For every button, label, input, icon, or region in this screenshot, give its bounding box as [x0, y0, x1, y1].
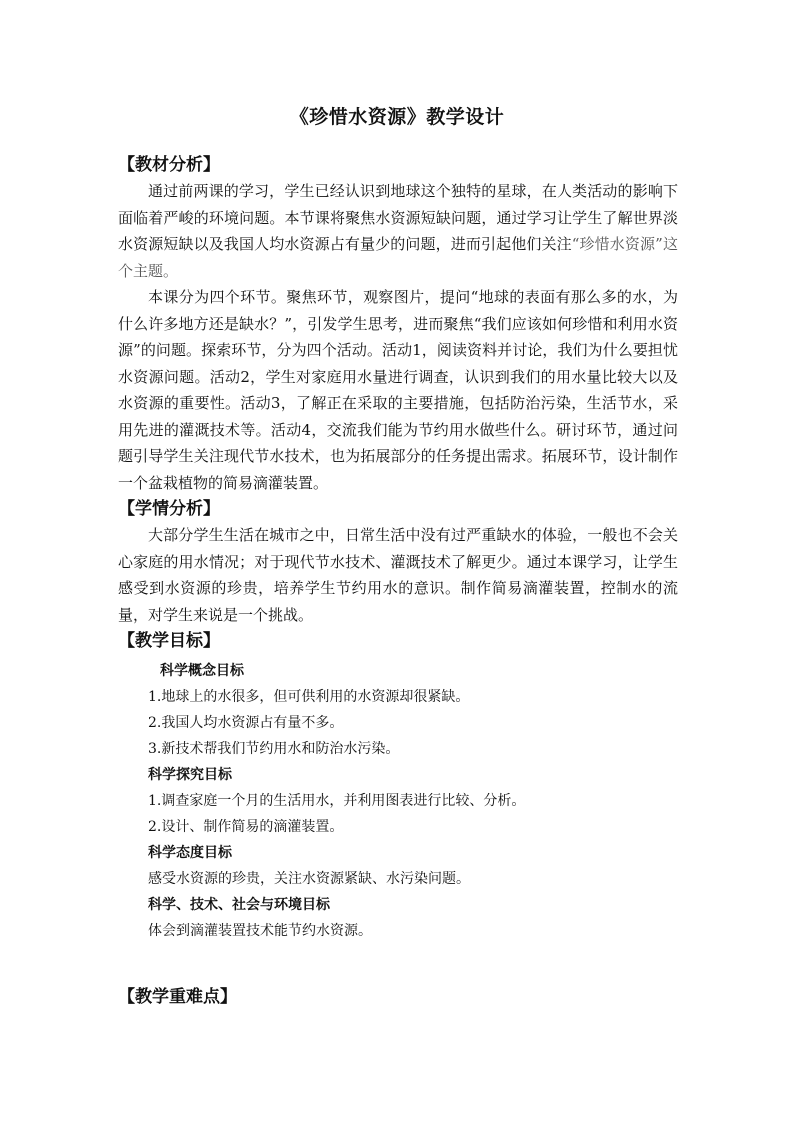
list-item: 1.调查家庭一个月的生活用水，并利用图表进行比较、分析。	[148, 793, 526, 809]
section-student-analysis	[118, 496, 678, 628]
goal-subheading-society: 科学、技术、社会与环境目标	[148, 897, 330, 913]
section-spacer	[118, 944, 678, 984]
list-item: 体会到滴灌装置技术能节约水资源。	[148, 923, 372, 939]
textbook-paragraph-2: 本课分为四个环节。聚焦环节，观察图片，提问“地球的表面有那么多的水，为什么许多地方还是缺水？”，引发学生思考，进而聚焦“我们应该如何珍惜和利用水资源”的问题。探索环节，分为四个活动。活动1，阅读资料并讨论，我们为什么要担忧水资源问题。活动2，学生对家庭用水量进行调查，认识到我们的用水量比较大以及水资源的重要性。活动3，了解正在采取的主要措施，包括防治污染，生活节水，采用先进的灌溉技术等。活动4，交流我们能为节约用水做些什么。研讨环节，通过问题引导学生关注现代节水技术，也为拓展部分的任务提出需求。拓展环节，设计制作一个盆栽植物的简易滴灌装置。	[118, 288, 678, 492]
section-key-points	[118, 984, 678, 1010]
textbook-paragraph-1	[118, 178, 678, 284]
section-heading-textbook: 【教材分析】	[118, 155, 220, 175]
list-item: 3.新技术帮我们节约用水和防治水污染。	[148, 741, 400, 757]
list-item: 感受水资源的珍贵，关注水资源紧缺、水污染问题。	[148, 871, 470, 887]
goal-subheading-inquiry: 科学探究目标	[148, 767, 232, 783]
goal-subheading-concept: 科学概念目标	[160, 663, 244, 679]
list-item: 1.地球上的水很多，但可供利用的水资源却很紧缺。	[148, 689, 470, 705]
list-item: 2.设计、制作简易的滴灌装置。	[148, 819, 344, 835]
students-paragraph: 大部分学生生活在城市之中，日常生活中没有过严重缺水的体验，一般也不会关心家庭的用水情况；对于现代节水技术、灌溉技术了解更少。通过本课学习，让学生感受到水资源的珍贵，培养学生节约用水的意识。制作简易滴灌装置，控制水的流量，对学生来说是一个挑战。	[118, 526, 678, 624]
document-body	[118, 152, 678, 1010]
goal-subheading-attitude: 科学态度目标	[148, 845, 232, 861]
document-title: 《珍惜水资源》教学设计	[289, 106, 505, 128]
section-teaching-goals	[118, 628, 678, 944]
list-item: 2.我国人均水资源占有量不多。	[148, 715, 344, 731]
section-heading-keypoints: 【教学重难点】	[118, 987, 237, 1007]
section-heading-students: 【学情分析】	[118, 499, 220, 519]
section-textbook-analysis	[118, 152, 678, 496]
goals-list	[118, 658, 678, 944]
textbook-paragraph-1-text: 通过前两课的学习，学生已经认识到地球这个独特的星球，在人类活动的影响下面临着严峻的环境问题。本节课将聚焦水资源短缺问题，通过学习让学生了解世界淡水资源短缺以及我国人均水资源占有量少的问题，进而引起他们关注	[118, 182, 678, 253]
section-heading-goals: 【教学目标】	[118, 631, 220, 651]
textbook-topic-quote: “珍惜水资源”这个主题。	[118, 235, 678, 280]
